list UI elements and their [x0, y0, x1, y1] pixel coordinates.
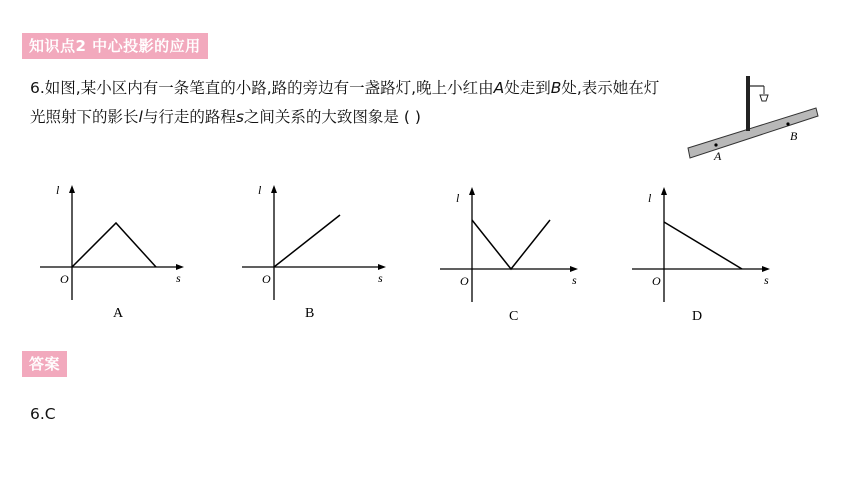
point-b-dot — [786, 122, 789, 125]
x-axis-label: s — [764, 273, 769, 287]
x-axis-arrow — [570, 266, 578, 272]
point-b-label: B — [790, 129, 798, 143]
point-a-dot — [714, 143, 717, 146]
origin-label: O — [652, 274, 661, 288]
graph-caption: B — [305, 306, 315, 321]
question-text-part: 处走到 — [504, 79, 551, 97]
y-axis-label: l — [648, 191, 652, 205]
question-text-part: 处,表示她在灯 — [561, 79, 660, 97]
x-axis-arrow — [762, 266, 770, 272]
y-axis-arrow — [469, 187, 475, 195]
question-text-part: 6.如图,某小区内有一条笔直的小路,路的旁边有一盏路灯,晚上小红由 — [30, 79, 494, 97]
graph-a — [38, 180, 198, 330]
graph-b — [240, 180, 400, 330]
origin-label: O — [60, 272, 69, 286]
lamp-icon — [760, 95, 768, 101]
graph-caption: C — [509, 309, 519, 324]
y-axis-label: l — [258, 183, 262, 197]
point-a-ref: A — [493, 79, 505, 97]
graph-caption: D — [692, 309, 703, 324]
graph-c — [438, 182, 598, 332]
question-text-part: 之间关系的大致图象是 ( ) — [243, 108, 421, 126]
var-s: s — [235, 108, 244, 126]
x-axis-label: s — [378, 271, 383, 285]
graph-caption: A — [113, 306, 124, 321]
point-b-ref: B — [550, 79, 562, 97]
x-axis-arrow — [176, 264, 184, 270]
graph-line — [472, 220, 550, 269]
street-lamp-figure — [688, 72, 828, 167]
y-axis-arrow — [661, 187, 667, 195]
graph-line — [72, 223, 156, 267]
graph-line — [274, 215, 340, 267]
answer-text: 6.C — [30, 405, 56, 423]
y-axis-arrow — [69, 185, 75, 193]
question-line-2 — [30, 107, 421, 127]
question-text-part: 与行走的路程 — [142, 108, 236, 126]
answer-title: 答案 — [22, 351, 67, 377]
road — [688, 108, 818, 158]
question-text-part: 光照射下的影长 — [30, 108, 139, 126]
lamp-pole — [746, 76, 750, 131]
question-line-1 — [30, 78, 659, 98]
section-title: 知识点2 中心投影的应用 — [22, 33, 208, 59]
y-axis-label: l — [456, 191, 460, 205]
y-axis-arrow — [271, 185, 277, 193]
origin-label: O — [460, 274, 469, 288]
graph-d — [630, 182, 790, 332]
x-axis-arrow — [378, 264, 386, 270]
y-axis-label: l — [56, 183, 60, 197]
graph-line — [664, 222, 742, 269]
var-l: l — [138, 108, 143, 126]
origin-label: O — [262, 272, 271, 286]
x-axis-label: s — [572, 273, 577, 287]
x-axis-label: s — [176, 271, 181, 285]
point-a-label: A — [714, 149, 722, 163]
